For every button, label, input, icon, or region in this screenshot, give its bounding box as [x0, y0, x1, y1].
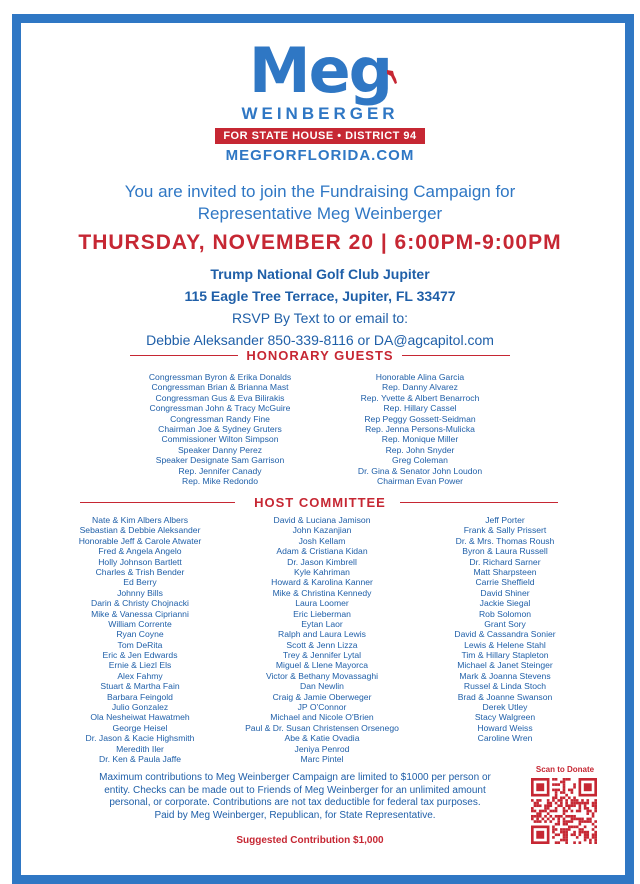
- name-entry: Holly Johnson Bartlett: [98, 556, 182, 567]
- name-entry: Rep. Hillary Cassel: [383, 403, 457, 414]
- name-entry: William Corrente: [108, 618, 172, 629]
- invitation-line-1: You are invited to join the Fundraising Campaign for: [124, 182, 516, 201]
- name-entry: Stacy Walgreen: [474, 712, 536, 723]
- name-entry: Caroline Wren: [477, 733, 533, 744]
- name-entry: Rep. Yvette & Albert Benarroch: [360, 392, 480, 403]
- name-entry: Jeff Porter: [485, 515, 525, 525]
- name-entry: David & Luciana Jamison: [273, 515, 371, 525]
- name-entry: Paul & Dr. Susan Christensen Orsenego: [245, 722, 399, 733]
- name-entry: Ralph and Laura Lewis: [278, 629, 366, 640]
- name-entry: Rep. John Snyder: [385, 444, 455, 455]
- name-entry: Greg Coleman: [392, 455, 448, 466]
- name-entry: Rep Peggy Gossett-Seidman: [364, 413, 476, 424]
- name-entry: Eric Lieberman: [293, 608, 351, 619]
- name-entry: Victor & Bethany Movassaghi: [265, 670, 379, 681]
- host-committee-col-3: [410, 515, 600, 744]
- disclaimer-line: Paid by Meg Weinberger, Republican, for State Representative.: [154, 809, 436, 821]
- disclaimer-line: entity. Checks can be made out to Friends of Meg Weinberger for an unlimited amount: [104, 784, 486, 796]
- name-entry: Mark & Joanna Stevens: [459, 670, 551, 681]
- suggested-contribution: Suggested Contribution $1,000: [236, 835, 384, 846]
- name-entry: Speaker Danny Perez: [177, 444, 263, 455]
- name-entry: Mike & Christina Kennedy: [272, 587, 372, 598]
- name-entry: Fred & Angela Angelo: [98, 546, 182, 557]
- name-entry: Rep. Mike Redondo: [182, 475, 258, 486]
- disclaimer-line: personal, or corporate. Contributions are not tax deductible for federal tax purposes.: [109, 797, 481, 808]
- name-entry: Michael and Nicole O'Brien: [270, 712, 374, 723]
- name-entry: Sebastian & Debbie Aleksander: [79, 525, 201, 536]
- honorary-guests-title: HONORARY GUESTS: [246, 348, 394, 363]
- name-entry: Dr. & Mrs. Thomas Roush: [455, 535, 555, 546]
- name-entry: Howard & Karolina Kanner: [271, 577, 373, 588]
- name-entry: Congressman Brian & Brianna Mast: [151, 382, 289, 393]
- name-entry: Meredith Iler: [116, 743, 164, 754]
- host-committee-col-2: [222, 515, 422, 764]
- name-entry: Chairman Evan Power: [377, 475, 463, 486]
- name-entry: Matt Sharpsteen: [473, 566, 537, 577]
- name-entry: Marc Pintel: [300, 753, 344, 764]
- name-entry: Commissioner Wilton Simpson: [161, 434, 279, 445]
- name-entry: Frank & Sally Prissert: [463, 525, 547, 536]
- name-entry: Honorable Jeff & Carole Atwater: [78, 535, 202, 546]
- divider: [402, 355, 510, 356]
- name-entry: John Kazanjian: [292, 525, 352, 536]
- honorary-guests-right: [300, 372, 540, 486]
- name-entry: Charles & Trish Bender: [95, 566, 185, 577]
- name-entry: Stuart & Martha Fain: [100, 681, 180, 692]
- name-entry: David & Cassandra Sonier: [454, 629, 556, 640]
- name-entry: Lewis & Helene Stahl: [464, 639, 546, 650]
- scan-to-donate-label: Scan to Donate: [535, 765, 595, 774]
- host-committee-title: HOST COMMITTEE: [254, 495, 386, 510]
- name-entry: Eric & Jen Edwards: [102, 650, 178, 661]
- name-entry: Congressman Byron & Erika Donalds: [148, 372, 292, 382]
- name-entry: Eytan Laor: [301, 618, 343, 629]
- name-entry: Derek Utley: [482, 702, 528, 713]
- name-entry: Tom DeRita: [117, 639, 163, 650]
- name-entry: Dr. Jason & Kacie Highsmith: [85, 733, 195, 744]
- name-entry: Congressman John & Tracy McGuire: [149, 403, 291, 414]
- name-entry: George Heisel: [112, 722, 168, 733]
- name-entry: Jackie Siegal: [479, 598, 531, 609]
- name-entry: Mike & Vanessa Ciprianni: [91, 608, 189, 619]
- name-entry: Ryan Coyne: [116, 629, 164, 640]
- name-entry: Alex Fahmy: [117, 670, 163, 681]
- name-entry: Speaker Designate Sam Garrison: [155, 455, 285, 466]
- name-entry: Michael & Janet Steinger: [457, 660, 553, 671]
- name-entry: Nate & Kim Albers Albers: [91, 515, 188, 525]
- event-details: [40, 263, 600, 351]
- name-entry: Laura Loomer: [295, 598, 349, 609]
- name-entry: Rep. Danny Alvarez: [382, 382, 458, 393]
- name-entry: Rep. Jenna Persons-Mulicka: [365, 423, 475, 434]
- name-entry: Howard Weiss: [477, 722, 533, 733]
- name-entry: Chairman Joe & Sydney Gruters: [158, 423, 282, 434]
- name-entry: Abe & Katie Ovadia: [284, 733, 360, 744]
- name-entry: Tim & Hillary Stapleton: [461, 650, 549, 661]
- invitation-line-2: Representative Meg Weinberger: [197, 204, 443, 223]
- rsvp-label: RSVP By Text to or email to:: [231, 310, 409, 326]
- name-entry: Rob Solomon: [478, 608, 532, 619]
- name-entry: Jeniya Penrod: [294, 743, 350, 754]
- name-entry: David Shiner: [480, 587, 530, 598]
- name-entry: Johnny Bills: [117, 587, 163, 598]
- name-entry: Dr. Jason Kimbrell: [287, 556, 357, 567]
- name-entry: Barbara Feingold: [107, 691, 173, 702]
- venue-address: 115 Eagle Tree Terrace, Jupiter, FL 33477: [184, 288, 456, 304]
- name-entry: Russel & Linda Stoch: [463, 681, 547, 692]
- name-entry: Congressman Gus & Eva Bilirakis: [155, 392, 285, 403]
- name-entry: Kyle Kahriman: [294, 566, 350, 577]
- campaign-url[interactable]: MEGFORFLORIDA.COM: [225, 147, 415, 164]
- name-entry: Rep. Jennifer Canady: [178, 465, 262, 476]
- name-entry: Trey & Jennifer Lytal: [282, 650, 362, 661]
- disclaimer: [60, 772, 530, 822]
- name-entry: JP O'Connor: [297, 702, 347, 713]
- logo-surname: WEINBERGER: [241, 104, 399, 123]
- logo-name: Meg: [249, 40, 391, 102]
- name-entry: Scott & Jenn Lizza: [286, 639, 358, 650]
- name-entry: Miguel & Llene Mayorca: [275, 660, 369, 671]
- campaign-logo: [0, 34, 640, 164]
- name-entry: Dr. Ken & Paula Jaffe: [98, 753, 181, 764]
- name-entry: Byron & Laura Russell: [462, 546, 548, 557]
- qr-code-icon[interactable]: [531, 778, 597, 844]
- name-entry: Brad & Joanne Swanson: [457, 691, 553, 702]
- name-entry: Ed Berry: [123, 577, 157, 588]
- name-entry: Carrie Sheffield: [475, 577, 535, 588]
- name-entry: Rep. Monique Miller: [381, 434, 459, 445]
- name-entry: Honorable Alina Garcia: [375, 372, 465, 382]
- name-entry: Dan Newlin: [300, 681, 344, 692]
- name-entry: Ola Nesheiwat Hawatmeh: [90, 712, 190, 723]
- host-committee-col-1: [45, 515, 235, 764]
- name-entry: Dr. Richard Sarner: [469, 556, 541, 567]
- name-entry: Dr. Gina & Senator John Loudon: [357, 465, 483, 476]
- name-entry: Craig & Jamie Oberweger: [272, 691, 372, 702]
- disclaimer-line: Maximum contributions to Meg Weinberger Campaign are limited to $1000 per person or: [99, 772, 491, 783]
- name-entry: Congressman Randy Fine: [170, 413, 270, 424]
- florida-icon: [387, 70, 397, 84]
- rsvp-contact[interactable]: Debbie Aleksander 850-339-8116 or DA@agcapitol.com: [146, 332, 494, 348]
- logo-office-bar: FOR STATE HOUSE • DISTRICT 94: [215, 128, 424, 144]
- name-entry: Julio Gonzalez: [111, 702, 169, 713]
- name-entry: Darin & Christy Chojnacki: [91, 598, 189, 609]
- event-date-time: THURSDAY, NOVEMBER 20 | 6:00PM-9:00PM: [78, 231, 562, 254]
- name-entry: Grant Sory: [484, 618, 526, 629]
- divider: [400, 502, 558, 503]
- venue-name: Trump National Golf Club Jupiter: [210, 266, 430, 282]
- name-entry: Ernie & Liezl Els: [108, 660, 172, 671]
- invitation-text: [40, 181, 600, 225]
- name-entry: Adam & Cristiana Kidan: [276, 546, 368, 557]
- name-entry: Josh Kellam: [298, 535, 346, 546]
